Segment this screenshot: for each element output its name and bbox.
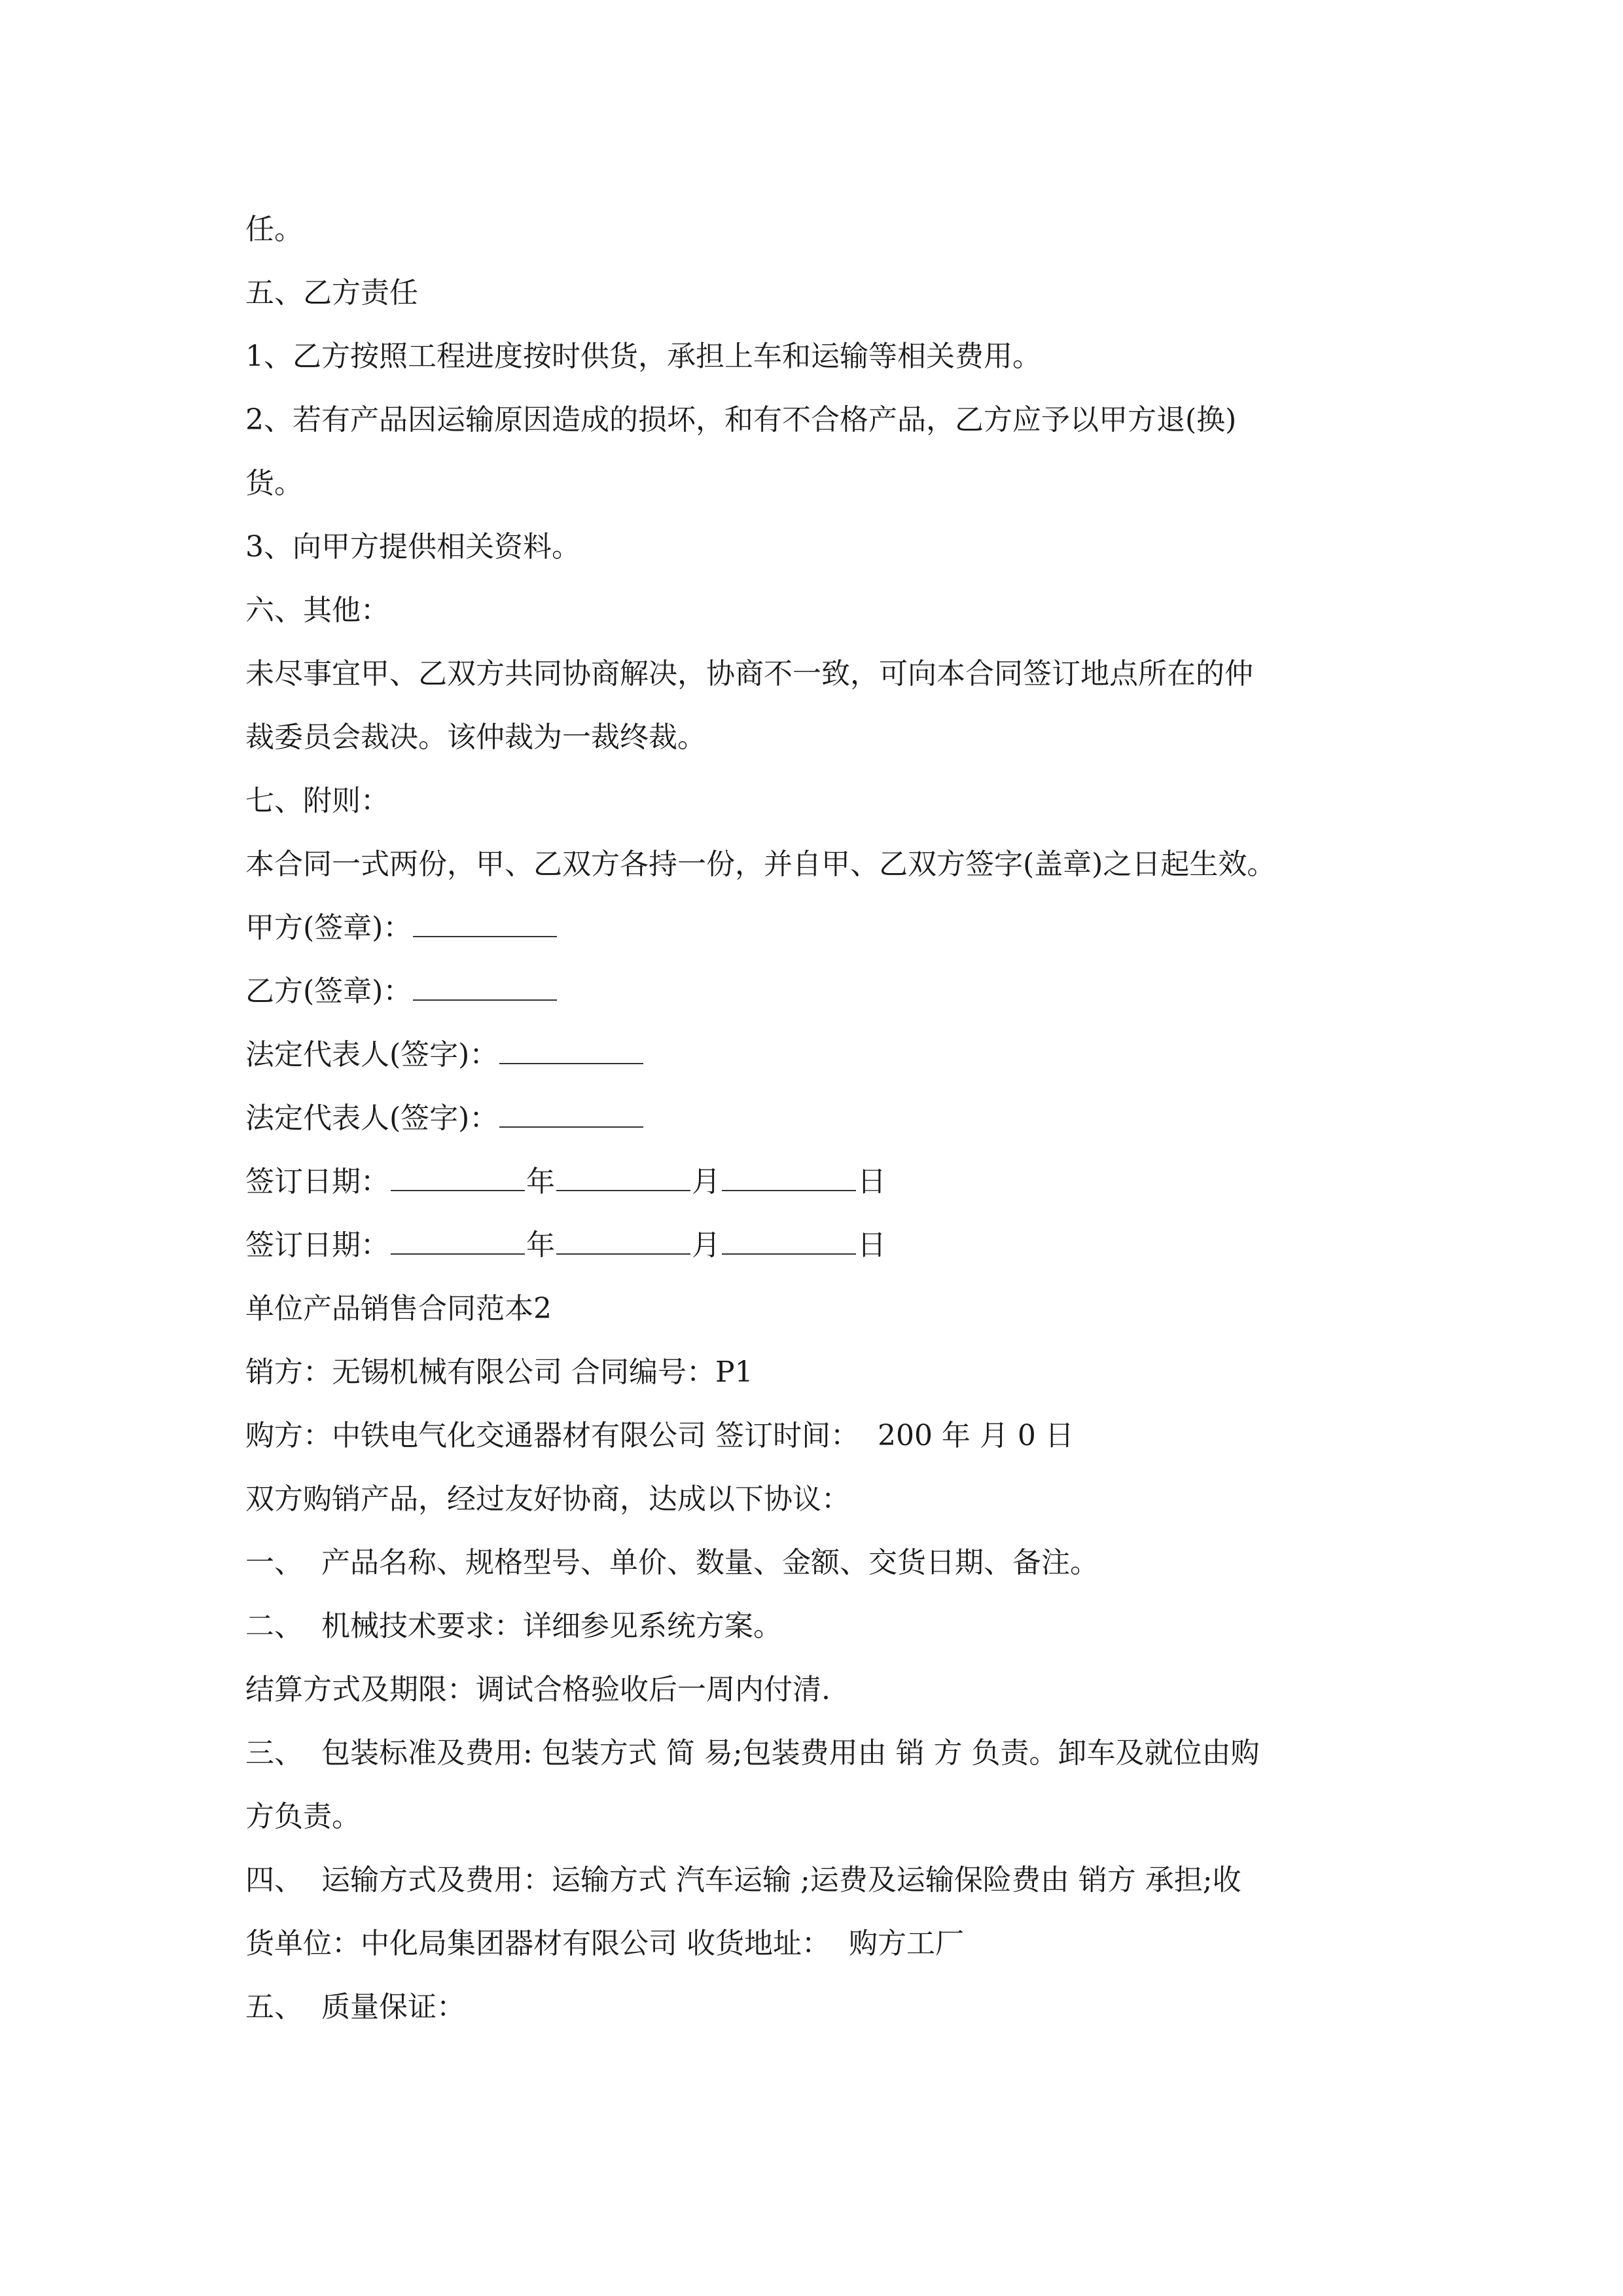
month-label: 月 [692, 1229, 721, 1262]
date-blank [391, 1161, 525, 1191]
text-line: 1、乙方按照工程进度按时供货，承担上车和运输等相关费用。 [245, 340, 1041, 373]
legal-rep-label: 法定代表人(签字)： [245, 1102, 499, 1135]
text-line: 销方：无锡机械有限公司 合同编号：P1 [245, 1355, 753, 1389]
legal-rep-label: 法定代表人(签字)： [245, 1038, 499, 1071]
signature-blank [499, 1034, 643, 1064]
text-line: 货单位：中化局集团器材有限公司 收货地址： 购方工厂 [245, 1927, 964, 1960]
legal-rep-line [245, 1023, 1384, 1086]
section-heading: 六、其他： [245, 594, 389, 627]
signature-label: 甲方(签章)： [245, 911, 412, 944]
month-label: 月 [692, 1165, 721, 1198]
text-line: 任。 [245, 213, 303, 246]
signature-blank [499, 1098, 643, 1128]
text-line: 购方：中铁电气化交通器材有限公司 签订时间： 200 年 月 0 日 [245, 1419, 1074, 1452]
signature-label: 乙方(签章)： [245, 975, 412, 1008]
signature-blank [413, 907, 557, 937]
date-blank [722, 1225, 856, 1255]
day-label: 日 [857, 1229, 886, 1262]
signature-line-party-a [245, 896, 1384, 960]
section-heading: 五、 质量保证： [245, 1990, 465, 2024]
sign-date-label: 签订日期： [245, 1165, 389, 1198]
text-line: 裁委员会裁决。该仲裁为一裁终裁。 [245, 721, 706, 754]
text-line: 二、 机械技术要求：详细参见系统方案。 [245, 1609, 782, 1643]
section-heading: 五、乙方责任 [245, 276, 418, 310]
contract-text [245, 198, 1384, 2039]
text-line: 三、 包装标准及费用: 包装方式 简 易;包装费用由 销 方 负责。卸车及就位由购 [245, 1736, 1260, 1770]
year-label: 年 [526, 1165, 555, 1198]
date-blank [556, 1225, 690, 1255]
date-blank [722, 1161, 856, 1191]
text-line: 本合同一式两份，甲、乙双方各持一份，并自甲、乙双方签字(盖章)之日起生效。 [245, 848, 1276, 881]
sign-date-line [245, 1213, 1384, 1277]
legal-rep-line [245, 1086, 1384, 1150]
text-line: 货。 [245, 467, 303, 500]
signature-blank [413, 971, 557, 1001]
year-label: 年 [526, 1229, 555, 1262]
section-heading: 七、附则： [245, 784, 389, 817]
sign-date-line [245, 1150, 1384, 1213]
text-line: 双方购销产品，经过友好协商，达成以下协议： [245, 1482, 850, 1516]
date-blank [391, 1225, 525, 1255]
document-title: 单位产品销售合同范本2 [245, 1292, 552, 1325]
date-blank [556, 1161, 690, 1191]
text-line: 结算方式及期限：调试合格验收后一周内付清. [245, 1673, 830, 1706]
signature-line-party-b [245, 960, 1384, 1023]
text-line: 方负责。 [245, 1800, 361, 1833]
text-line: 四、 运输方式及费用：运输方式 汽车运输 ;运费及运输保险费由 销方 承担;收 [245, 1863, 1241, 1897]
text-line: 3、向甲方提供相关资料。 [245, 530, 580, 564]
text-line: 一、 产品名称、规格型号、单价、数量、金额、交货日期、备注。 [245, 1546, 1099, 1579]
sign-date-label: 签订日期： [245, 1229, 389, 1262]
text-line: 未尽事宜甲、乙双方共同协商解决，协商不一致，可向本合同签订地点所在的仲 [245, 657, 1253, 691]
text-line: 2、若有产品因运输原因造成的损坏，和有不合格产品，乙方应予以甲方退(换) [245, 403, 1237, 437]
day-label: 日 [857, 1165, 886, 1198]
